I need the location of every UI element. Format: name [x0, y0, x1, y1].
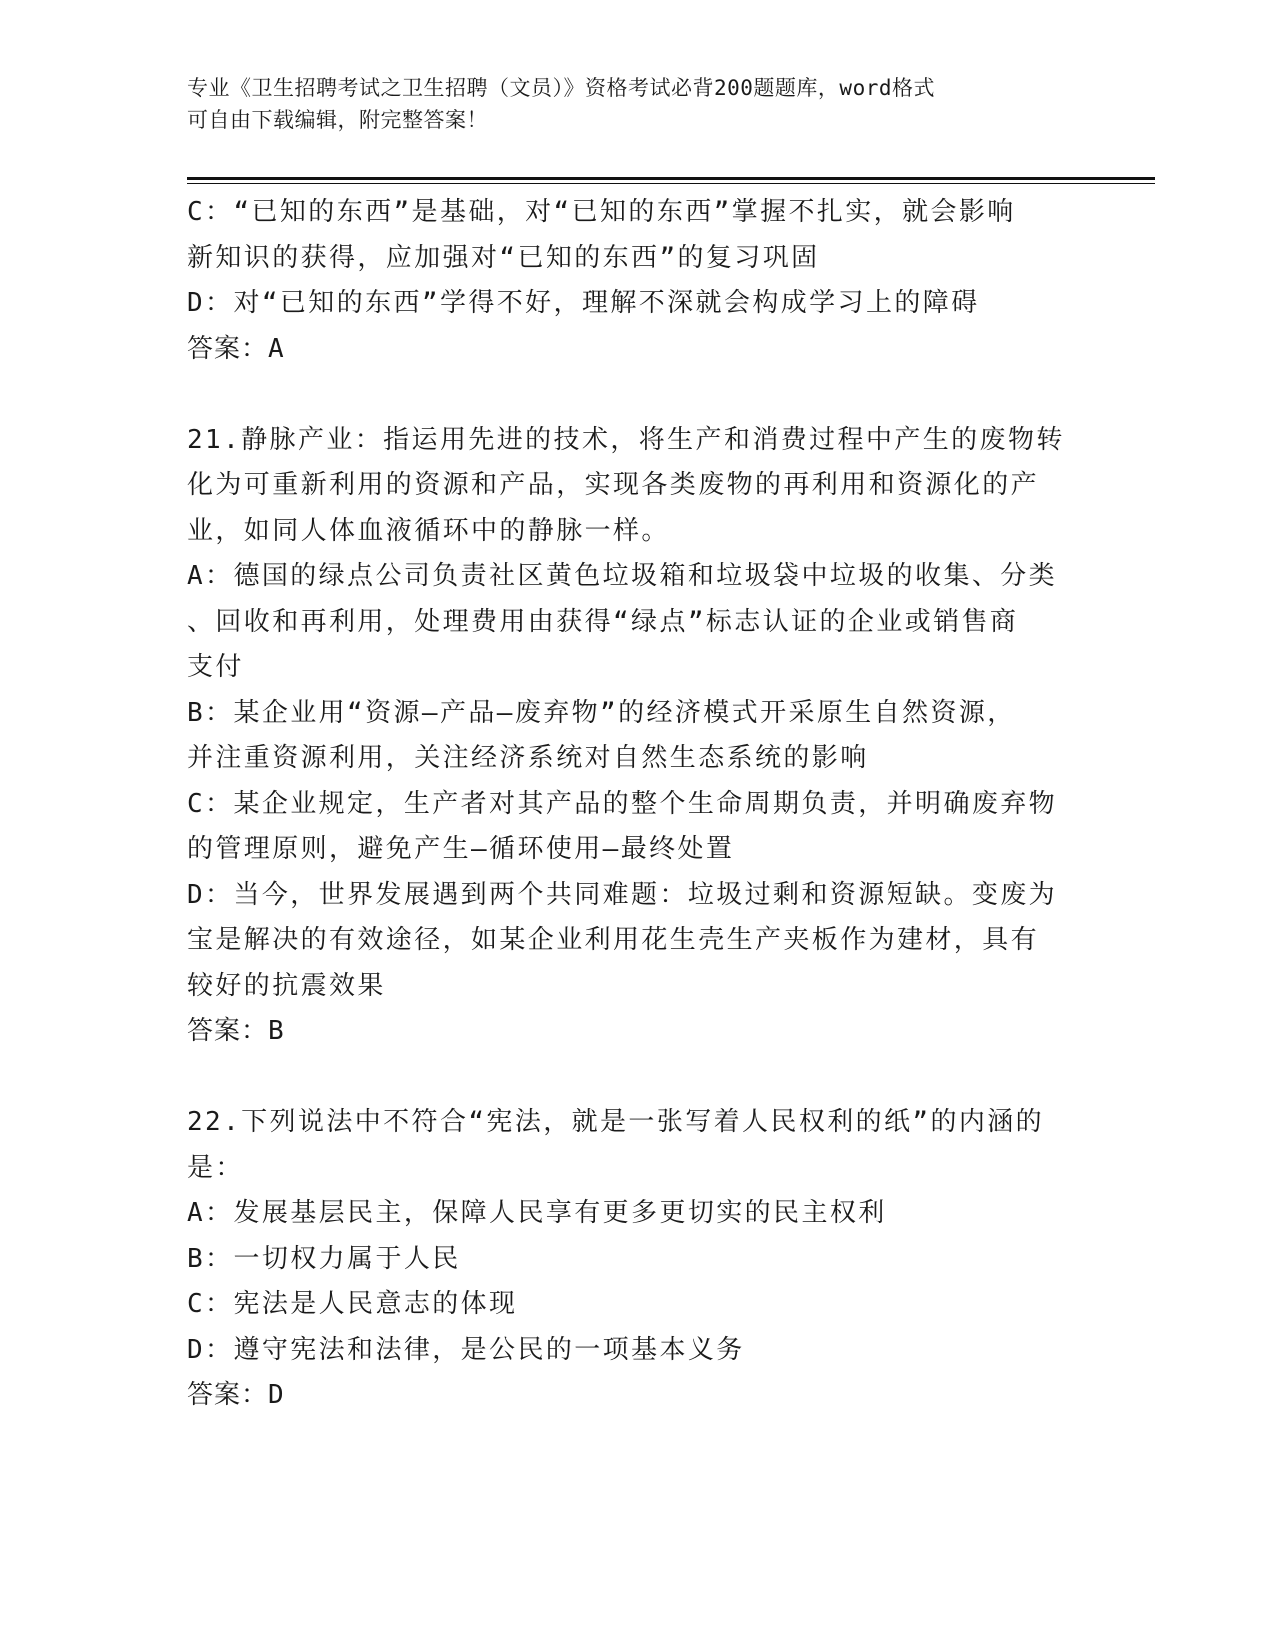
q21-option-a-line-1: A：德国的绿点公司负责社区黄色垃圾箱和垃圾袋中垃圾的收集、分类 — [187, 561, 1058, 591]
question-21 — [187, 418, 1077, 1055]
q21-option-b-line-2: 并注重资源利用，关注经济系统对自然生态系统的影响 — [187, 743, 869, 773]
document-header — [187, 72, 1067, 136]
q21-option-d-line-1: D：当今，世界发展遇到两个共同难题：垃圾过剩和资源短缺。变废为 — [187, 879, 1058, 910]
q22-stem-line-2: 是： — [187, 1152, 244, 1183]
q22-stem-line-1: 22.下列说法中不符合“宪法，就是一张写着人民权利的纸”的内涵的 — [187, 1107, 1045, 1137]
q21-stem-line-3: 业，如同人体血液循环中的静脉一样。 — [187, 515, 670, 546]
header-title-line-1: 专业《卫生招聘考试之卫生招聘（文员）》资格考试必背200题题库，word格式 — [187, 76, 935, 100]
question-22 — [187, 1100, 1077, 1419]
q21-option-c-line-1: C：某企业规定，生产者对其产品的整个生命周期负责，并明确废弃物 — [187, 788, 1058, 819]
q21-option-d-line-3: 较好的抗震效果 — [187, 970, 386, 1001]
q20-answer: 答案：A — [187, 333, 285, 364]
q20-option-c-line-2: 新知识的获得，应加强对“已知的东西”的复习巩固 — [187, 242, 820, 273]
q20-option-c-line-1: C：“已知的东西”是基础，对“已知的东西”掌握不扎实，就会影响 — [187, 197, 1016, 227]
q21-option-d-line-2: 宝是解决的有效途径，如某企业利用花生壳生产夹板作为建材，具有 — [187, 925, 1040, 955]
q22-answer: 答案：D — [187, 1380, 285, 1410]
document-body — [187, 190, 1077, 1419]
header-title-line-2: 可自由下载编辑，附完整答案！ — [187, 108, 488, 132]
q21-stem-line-2: 化为可重新利用的资源和产品，实现各类废物的再利用和资源化的产 — [187, 470, 1040, 500]
q21-option-a-line-3: 支付 — [187, 652, 244, 682]
header-divider-thin — [187, 183, 1155, 184]
q21-option-b-line-1: B：某企业用“资源—产品—废弃物”的经济模式开采原生自然资源， — [187, 697, 1016, 728]
q22-option-b: B：一切权力属于人民 — [187, 1243, 461, 1274]
question-20-continued — [187, 190, 1077, 372]
q22-option-d: D：遵守宪法和法律，是公民的一项基本义务 — [187, 1334, 745, 1365]
q21-option-c-line-2: 的管理原则，避免产生—循环使用—最终处置 — [187, 834, 735, 864]
q21-stem-line-1: 21.静脉产业：指运用先进的技术，将生产和消费过程中产生的废物转 — [187, 424, 1065, 455]
q22-option-c: C：宪法是人民意志的体现 — [187, 1289, 518, 1319]
q20-option-d: D：对“已知的东西”学得不好，理解不深就会构成学习上的障碍 — [187, 288, 980, 318]
q21-answer: 答案：B — [187, 1016, 285, 1046]
q21-option-a-line-2: 、回收和再利用，处理费用由获得“绿点”标志认证的企业或销售商 — [187, 606, 1019, 637]
q22-option-a: A：发展基层民主，保障人民享有更多更切实的民主权利 — [187, 1198, 887, 1228]
question-spacer — [187, 1055, 1077, 1101]
header-divider-thick — [187, 177, 1155, 180]
question-spacer — [187, 372, 1077, 418]
